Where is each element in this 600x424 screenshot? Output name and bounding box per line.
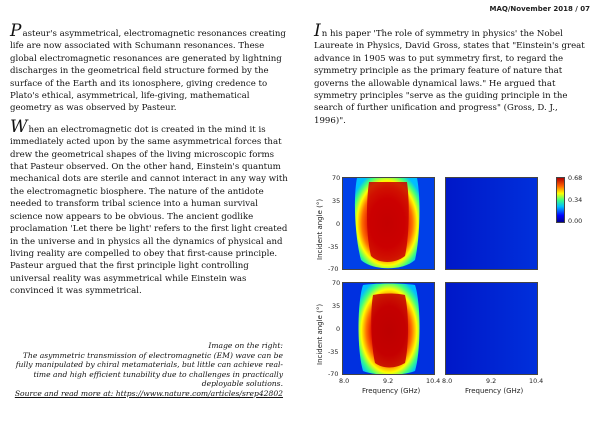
x-tick: 8.0 bbox=[339, 377, 350, 385]
y-tick: -35 bbox=[328, 348, 339, 356]
paragraph-pasteur bbox=[10, 21, 288, 115]
heatmap-bottom-right bbox=[445, 282, 538, 375]
x-tick: 10.4 bbox=[529, 377, 544, 385]
caption-title: Image on the right: bbox=[208, 341, 283, 350]
paragraph-text: asteur's asymmetrical, electromagnetic resonances creating life are now associated with Schumann resonances. These global electromagnetic resonances are generated by lightning discharges in the geometrical field structure formed by the surface of the Earth and its ionosphere, giving credence to Plato's ethical, asymmetrical, life-giving, mathematical geometry as was observed by Pasteur. bbox=[10, 29, 286, 114]
x-tick: 8.0 bbox=[442, 377, 453, 385]
colorbar bbox=[556, 177, 565, 223]
colorbar-tick: 0.68 bbox=[568, 174, 583, 182]
y-tick: 70 bbox=[332, 174, 341, 182]
y-tick: -70 bbox=[328, 370, 339, 378]
paragraph-text: n his paper 'The role of symmetry in physics' the Nobel Laureate in Physics, David Gross, states that "Einstein's great advance in 1905 was to put symmetry first, to regard the symmetry principle as the primary feature of nature that governs the allowable dynamical laws." He argued that symmetry principles "serve as the guiding principle in the search of further unification and progress" (Gross, D. J., 1996)". bbox=[314, 29, 585, 126]
paragraph-text: hen an electromagnetic dot is created in the mind it is immediately acted upon by the same asymmetrical forces that drew the geometrical shapes of the living microscopic forms that Pasteur observed. On the other hand, Einstein's quantum mechanical dots are sterile and cannot interact in any way with the electromagnetic biosphere. The nature of the antidote needed to transform tribal science into a human survival science now appears to be obvious. The ancient godlike proclamation 'Let there be light' refers to the first light created in the universe and in physics all the dynamics of physical and living reality are compelled to obey that first-cause principle. Pasteur argued that the first principle light controlling universal reality was asymmetrical while Einstein was convinced it was symmetrical. bbox=[10, 124, 288, 297]
x-tick: 9.2 bbox=[486, 377, 497, 385]
x-axis-label-right: Frequency (GHz) bbox=[465, 387, 524, 395]
x-tick: 10.4 bbox=[426, 377, 441, 385]
y-axis-label-top: Incident angle (°) bbox=[316, 198, 324, 260]
issue-header: MAQ/November 2018 / 07 bbox=[489, 5, 590, 13]
left-column bbox=[10, 21, 288, 298]
heatmap-bottom-left bbox=[342, 282, 435, 375]
caption-source-link[interactable]: Source and read more at: https://www.nature.com/articles/srep42802 bbox=[14, 388, 283, 398]
y-tick: -70 bbox=[328, 265, 339, 273]
y-tick: 35 bbox=[332, 302, 341, 310]
heatmap-top-right bbox=[445, 177, 538, 270]
y-axis-label-bottom: Incident angle (°) bbox=[316, 303, 324, 365]
y-tick: 0 bbox=[336, 325, 341, 333]
y-tick: -35 bbox=[328, 243, 339, 251]
colorbar-tick: 0.34 bbox=[568, 196, 583, 204]
metamaterial-figure bbox=[312, 172, 600, 402]
paragraph-electromagnetic-dot bbox=[10, 116, 288, 298]
image-caption bbox=[10, 341, 283, 399]
colorbar-tick: 0.00 bbox=[568, 217, 583, 225]
y-tick: 70 bbox=[332, 279, 341, 287]
y-tick: 0 bbox=[336, 220, 341, 228]
right-column bbox=[314, 21, 590, 127]
x-axis-label-left: Frequency (GHz) bbox=[362, 387, 421, 395]
caption-body: The asymmetric transmission of electromagnetic (EM) wave can be fully manipulated by chiral metamaterials, but little can achieve real-time and high efficient tunability due to challenges in practically deployable solutions. bbox=[15, 350, 283, 389]
drop-cap: P bbox=[10, 21, 22, 41]
drop-cap: W bbox=[10, 116, 28, 137]
heatmap-top-left bbox=[342, 177, 435, 270]
drop-cap: I bbox=[314, 21, 321, 41]
y-tick: 35 bbox=[332, 197, 341, 205]
x-tick: 9.2 bbox=[383, 377, 394, 385]
paragraph-gross bbox=[314, 21, 590, 127]
